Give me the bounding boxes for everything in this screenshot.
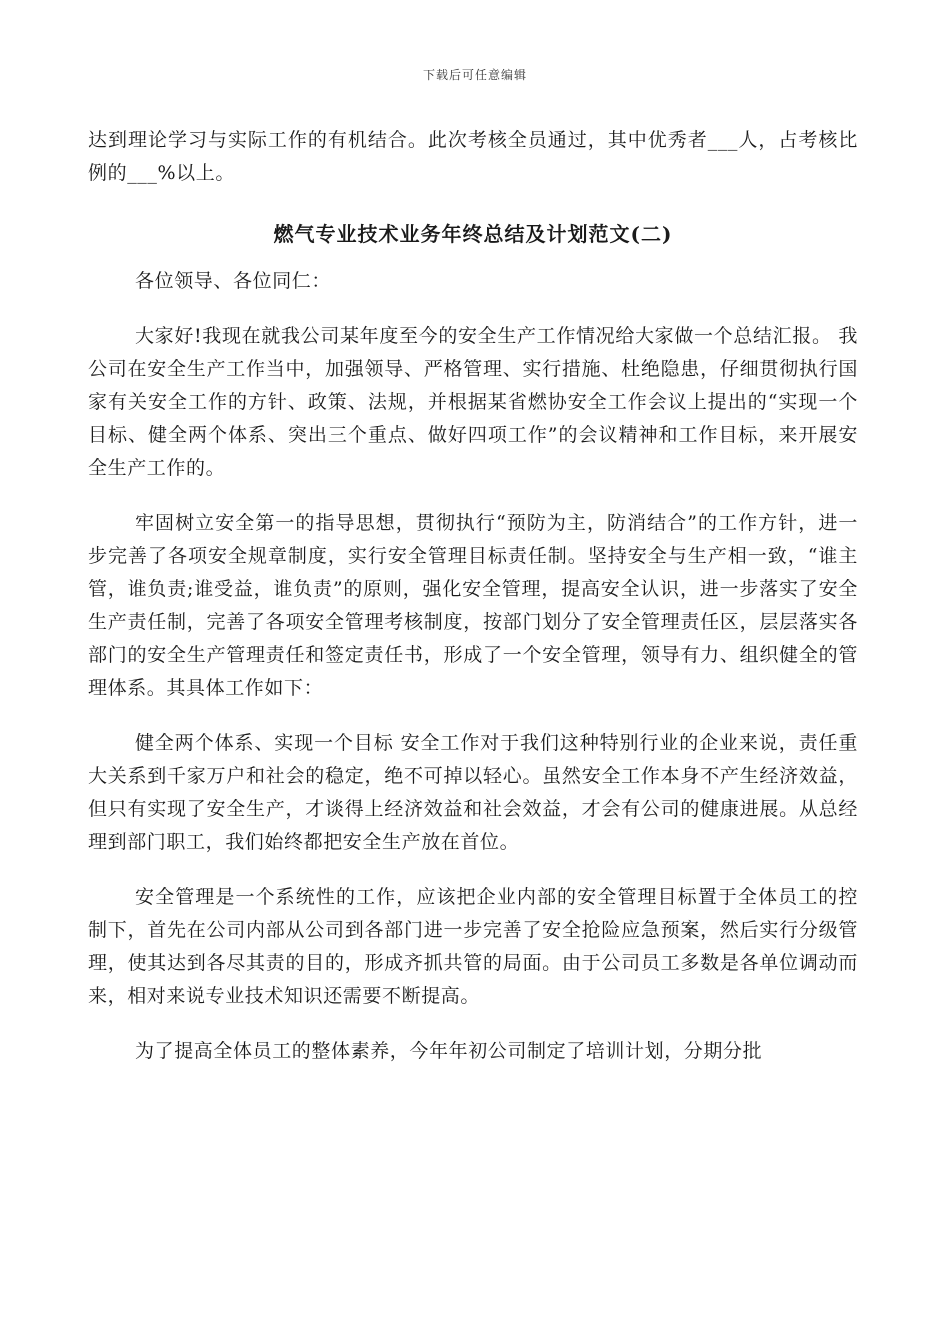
document-body	[88, 124, 858, 1068]
body-paragraph: 为了提高全体员工的整体素养，今年年初公司制定了培训计划，分期分批	[135, 1040, 763, 1062]
salutation: 各位领导、各位同仁：	[135, 270, 332, 292]
document-title: 燃气专业技术业务年终总结及计划范文(二)	[273, 222, 673, 246]
body-paragraph: 安全管理是一个系统性的工作，应该把企业内部的安全管理目标置于全体员工的控制下，首先在公司内部从公司到各部门进一步完善了安全抢险应急预案，然后实行分级管理，使其达到各尽其责的目的，形成齐抓共管的局面。由于公司员工多数是各单位调动而来，相对来说专业技术知识还需要不断提高。	[88, 886, 858, 1007]
body-paragraph: 大家好!我现在就我公司某年度至今的安全生产工作情况给大家做一个总结汇报。 我公司在安全生产工作当中，加强领导、严格管理、实行措施、杜绝隐患，仔细贯彻执行国家有关安全工作的方针、政策、法规，并根据某省燃协安全工作会议上提出的“实现一个目标、健全两个体系、突出三个重点、做好四项工作”的会议精神和工作目标，来开展安全生产工作的。	[88, 325, 858, 479]
body-paragraph: 健全两个体系、实现一个目标 安全工作对于我们这种特别行业的企业来说，责任重大关系到千家万户和社会的稳定，绝不可掉以轻心。虽然安全工作本身不产生经济效益，但只有实现了安全生产，才谈得上经济效益和社会效益，才会有公司的健康进展。从总经理到部门职工，我们始终都把安全生产放在首位。	[88, 732, 858, 853]
body-paragraph: 牢固树立安全第一的指导思想，贯彻执行“预防为主，防消结合”的工作方针，进一步完善了各项安全规章制度，实行安全管理目标责任制。坚持安全与生产相一致，“谁主管，谁负责;谁受益，谁负责”的原则，强化安全管理，提高安全认识，进一步落实了安全生产责任制，完善了各项安全管理考核制度，按部门划分了安全管理责任区，层层落实各部门的安全生产管理责任和签定责任书，形成了一个安全管理，领导有力、组织健全的管理体系。其具体工作如下：	[88, 512, 858, 699]
intro-paragraph: 达到理论学习与实际工作的有机结合。此次考核全员通过，其中优秀者___人，占考核比例的___%以上。	[88, 129, 858, 184]
page-header: 下载后可任意编辑	[422, 68, 527, 82]
